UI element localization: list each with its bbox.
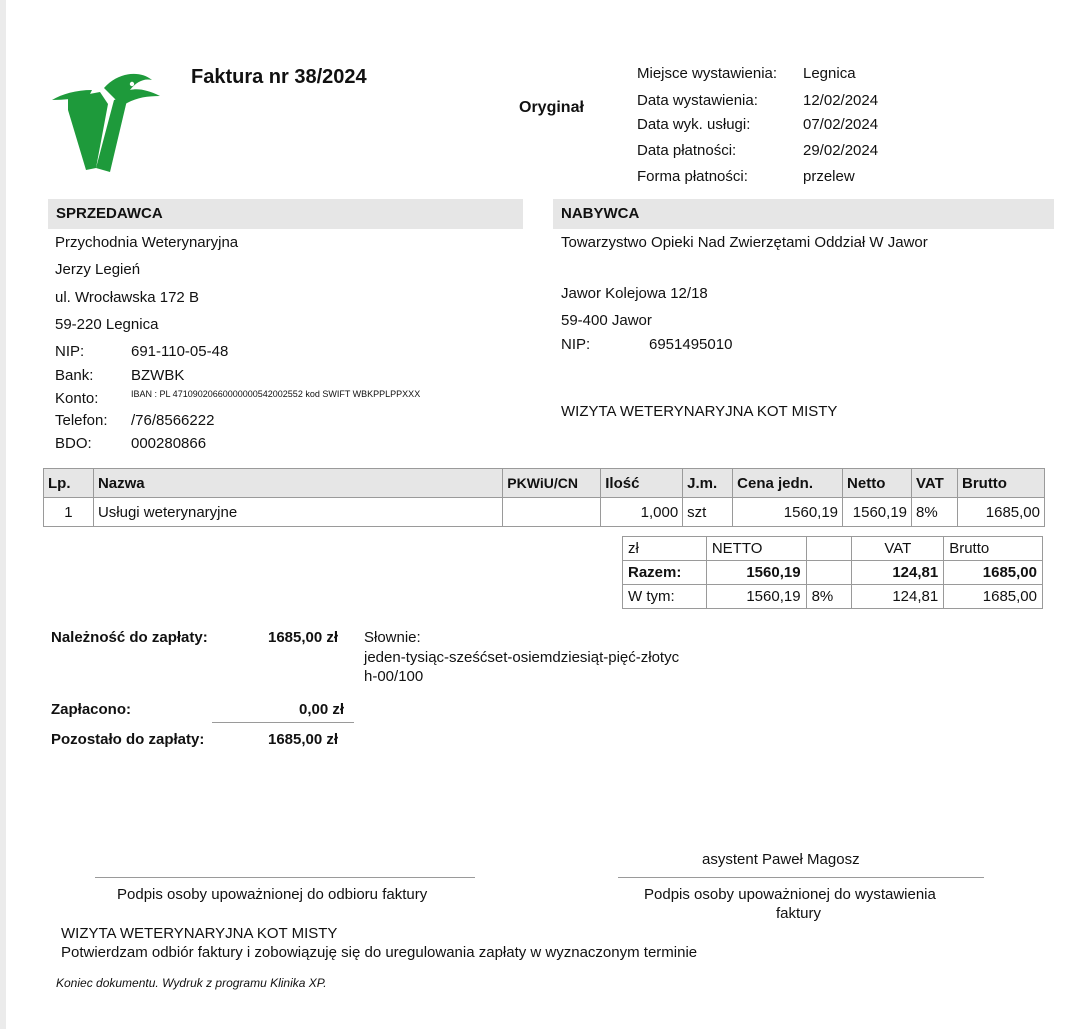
cell-unit: szt: [683, 498, 733, 527]
buyer-header-bar: [553, 199, 1054, 229]
col-net: Netto: [843, 469, 912, 498]
sum-rate-header: [806, 537, 852, 561]
meta-row-payment-method: [637, 168, 855, 185]
seller-account: IBAN : PL 47109020660000000542002552 kod SWIFT WBKPPLPPXXX: [131, 389, 421, 399]
issuer-signature-line: [618, 877, 984, 878]
page-edge: [0, 0, 6, 1029]
footer-end: Koniec dokumentu. Wydruk z programu Klinika XP.: [56, 976, 327, 990]
footer-note: WIZYTA WETERYNARYJNA KOT MISTY: [61, 925, 338, 942]
sum-gross-header: Brutto: [944, 537, 1043, 561]
items-table: [43, 468, 1045, 527]
cell-qty: 1,000: [601, 498, 683, 527]
cell-pkwiu: [503, 498, 601, 527]
sum-incl-gross: 1685,00: [944, 585, 1043, 609]
seller-bank: BZWBK: [131, 367, 185, 384]
remaining-amount: 1685,00 zł: [268, 731, 339, 748]
sum-total-rate: [806, 561, 852, 585]
footer-confirm: Potwierdzam odbiór faktury i zobowiązuję się do uregulowania zapłaty w wyznaczonym terminie: [61, 944, 698, 961]
col-qty: Ilość: [601, 469, 683, 498]
seller-bdo-label: BDO:: [55, 435, 92, 452]
cell-net: 1560,19: [843, 498, 912, 527]
table-row: [44, 498, 1045, 527]
meta-value: 07/02/2024: [803, 116, 879, 133]
sum-incl-net: 1560,19: [706, 585, 806, 609]
seller-heading: SPRZEDAWCA: [56, 205, 163, 222]
sum-total-net: 1560,19: [706, 561, 806, 585]
seller-account-label: Konto:: [55, 390, 99, 407]
remaining-label: Pozostało do zapłaty:: [51, 731, 205, 748]
seller-city: 59-220 Legnica: [55, 316, 159, 333]
meta-row-issue-date: [637, 92, 879, 109]
col-vat: VAT: [912, 469, 958, 498]
paid-amount: 0,00 zł: [299, 701, 345, 718]
buyer-nip: 6951495010: [649, 336, 733, 353]
summary-total-row: [623, 561, 1043, 585]
sum-vat-header: VAT: [852, 537, 944, 561]
items-header-row: [44, 469, 1045, 498]
cell-name: Usługi weterynaryjne: [93, 498, 502, 527]
buyer-city: 59-400 Jawor: [561, 312, 652, 329]
cell-vat: 8%: [912, 498, 958, 527]
col-unit: J.m.: [683, 469, 733, 498]
seller-phone-label: Telefon:: [55, 412, 108, 429]
sum-incl-label: W tym:: [623, 585, 707, 609]
copy-label: Oryginał: [519, 99, 584, 116]
issuer-name: asystent Paweł Magosz: [702, 851, 860, 868]
meta-label: Miejsce wystawienia:: [637, 65, 778, 82]
due-amount: 1685,00 zł: [268, 629, 339, 646]
seller-nip: 691-110-05-48: [131, 343, 229, 360]
col-lp: Lp.: [44, 469, 94, 498]
meta-label: Data wyk. usługi:: [637, 116, 751, 133]
meta-value: przelew: [803, 168, 855, 185]
sum-total-label: Razem:: [623, 561, 707, 585]
due-label: Należność do zapłaty:: [51, 629, 208, 646]
seller-nip-label: NIP:: [55, 343, 85, 360]
paid-divider: [212, 722, 354, 723]
buyer-name: Towarzystwo Opieki Nad Zwierzętami Oddział W Jawor: [561, 234, 928, 251]
meta-row-service-date: [637, 116, 879, 133]
words-line-2: h-00/100: [364, 668, 424, 685]
seller-bdo: 000280866: [131, 435, 207, 452]
seller-street: ul. Wrocławska 172 B: [55, 289, 199, 306]
cell-lp: 1: [44, 498, 94, 527]
seller-phone: /76/8566222: [131, 412, 215, 429]
cell-price: 1560,19: [733, 498, 843, 527]
words-label: Słownie:: [364, 629, 421, 646]
issuer-caption-1: Podpis osoby upoważnionej do wystawienia: [644, 886, 936, 903]
buyer-heading: NABYWCA: [561, 205, 640, 222]
meta-value: Legnica: [803, 65, 856, 82]
meta-value: 29/02/2024: [803, 142, 879, 159]
sum-incl-rate: 8%: [806, 585, 852, 609]
col-price: Cena jedn.: [733, 469, 843, 498]
summary-header-row: [623, 537, 1043, 561]
meta-value: 12/02/2024: [803, 92, 879, 109]
buyer-nip-label: NIP:: [561, 336, 591, 353]
summary-incl-row: [623, 585, 1043, 609]
seller-bank-label: Bank:: [55, 367, 94, 384]
buyer-note: WIZYTA WETERYNARYJNA KOT MISTY: [561, 403, 838, 420]
paid-label: Zapłacono:: [51, 701, 132, 718]
cell-gross: 1685,00: [957, 498, 1044, 527]
meta-label: Forma płatności:: [637, 168, 748, 185]
seller-header-bar: [48, 199, 523, 229]
meta-label: Data wystawienia:: [637, 92, 758, 109]
sum-incl-vat: 124,81: [852, 585, 944, 609]
words-line-1: jeden-tysiąc-sześćset-osiemdziesiąt-pięć-złotyc: [364, 649, 680, 666]
meta-row-place: [637, 65, 856, 82]
meta-row-payment-date: [637, 142, 879, 159]
buyer-street: Jawor Kolejowa 12/18: [561, 285, 708, 302]
clinic-logo: [48, 70, 166, 180]
col-name: Nazwa: [93, 469, 502, 498]
receiver-caption: Podpis osoby upoważnionej do odbioru faktury: [117, 886, 428, 903]
seller-owner: Jerzy Legień: [55, 261, 141, 278]
sum-total-vat: 124,81: [852, 561, 944, 585]
sum-currency: zł: [623, 537, 707, 561]
sum-net-header: NETTO: [706, 537, 806, 561]
summary-table: [622, 536, 1043, 609]
invoice-title: Faktura nr 38/2024: [191, 66, 367, 88]
meta-label: Data płatności:: [637, 142, 737, 159]
issuer-caption-2: faktury: [776, 905, 822, 922]
receiver-signature-line: [95, 877, 475, 878]
sum-total-gross: 1685,00: [944, 561, 1043, 585]
col-gross: Brutto: [957, 469, 1044, 498]
col-pkwiu: PKWiU/CN: [503, 469, 601, 498]
seller-name: Przychodnia Weterynaryjna: [55, 234, 239, 251]
